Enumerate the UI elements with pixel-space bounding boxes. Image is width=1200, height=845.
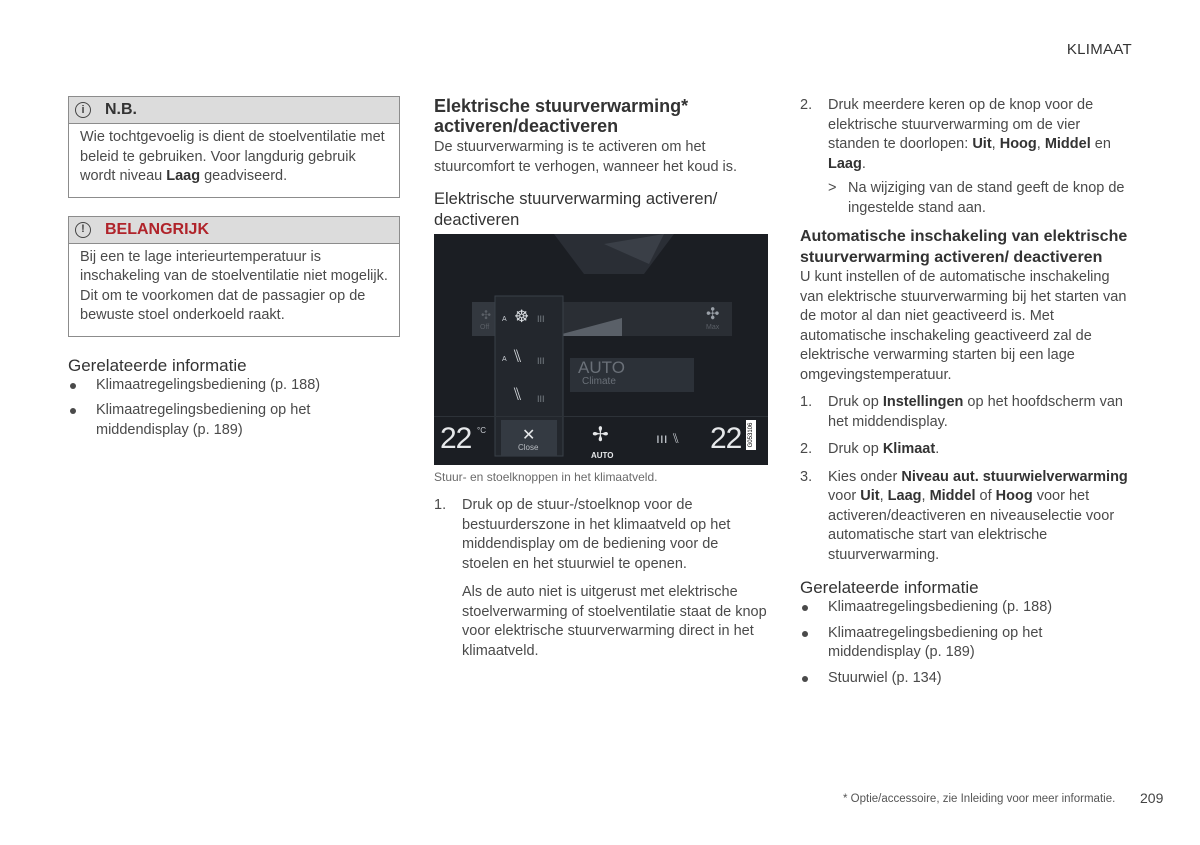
important-text: Bij een te lage interieurtemperatuur is inschakeling van de stoelventilatie niet mogelijk. Dit om te voorkomen dat de passagier op de bewuste stoel onderkoeld raakt. — [80, 248, 388, 323]
fan-min-icon: ✣ — [481, 308, 492, 322]
temp-right[interactable]: 22 — [710, 422, 742, 455]
important-box-header — [69, 217, 399, 244]
auto-step-2: 2. Druk op Klimaat. — [800, 441, 940, 457]
info-icon: i — [75, 102, 91, 118]
temp-unit: °C — [477, 426, 486, 435]
close-label[interactable]: Close — [518, 443, 539, 452]
level-bars: III — [537, 394, 545, 404]
steering-level-a: A — [502, 316, 507, 323]
step-2: 2. Druk meerdere keren op de knop voor de elektrische stuurverwarming om de vier standen te doorlopen: Uit, Hoog, Middel en Laag. > Na wijziging van de stand geeft de knop de ingestelde stand aan. — [800, 96, 1132, 218]
auto-steps-list — [800, 393, 1132, 565]
note-box-header — [69, 97, 399, 124]
level-bars: III — [537, 356, 545, 366]
related-info-heading: Gerelateerde informatie — [800, 578, 979, 597]
related-info-heading: Gerelateerde informatie — [68, 355, 247, 375]
auto-section-text: U kunt instellen of de automatische inschakeling van elektrische stuurverwarming bij het starten van de motor al dan niet geactiveerd is. Met automatische inschakeling geactiveerd zal de elektrische verwarming starten bij een lage omgevingstemperatuur. — [800, 269, 1127, 383]
auto-button-label[interactable]: AUTO — [591, 451, 614, 460]
auto-section-title: Automatische inschakeling van elektrische stuurverwarming activeren/ deactiveren — [800, 228, 1128, 266]
seat-heat-level-a: A — [502, 356, 507, 363]
note-text: Wie tochtgevoelig is dient de stoelventilatie met beleid te gebruiken. Voor langdurig gebruik wordt niveau Laag geadviseerd. — [80, 129, 385, 184]
image-caption: Stuur- en stoelknoppen in het klimaatveld. — [434, 470, 658, 484]
related-link[interactable]: Klimaatregelingsbediening op het middendisplay (p. 189) — [68, 401, 400, 440]
temp-left[interactable]: 22 — [440, 422, 472, 455]
column-left — [68, 96, 400, 446]
intro-text: De stuurverwarming is te activeren om het stuurcomfort te verhogen, wanneer het koud is. — [434, 139, 738, 175]
important-box — [68, 216, 400, 337]
related-info-list — [68, 376, 400, 441]
auto-climate-title: AUTO — [578, 358, 625, 377]
close-icon[interactable]: ✕ — [522, 427, 536, 444]
note-box — [68, 96, 400, 198]
related-link[interactable]: Stuurwiel (p. 134) — [800, 669, 1132, 689]
section-title: Elektrische stuurverwarming* activeren/deactiveren — [434, 96, 689, 136]
seat-vent-icon[interactable]: ⑊ — [512, 384, 523, 404]
max-label: Max — [706, 324, 720, 331]
auto-step-1: 1. Druk op Instellingen op het hoofdscherm van het middendisplay. — [800, 394, 1123, 430]
step-1-note: Als de auto niet is uitgerust met elektrische stoelverwarming of stoelventilatie staat de knop voor elektrische stuurverwarming direct in het klimaatveld. — [462, 584, 767, 659]
subsection-title: Elektrische stuurverwarming activeren/ deactiveren — [434, 190, 718, 229]
climate-display-image — [434, 234, 768, 465]
fan-max-icon: ✣ — [706, 306, 720, 323]
auto-fan-icon[interactable]: ✢ — [592, 424, 609, 446]
related-link[interactable]: Klimaatregelingsbediening (p. 188) — [68, 376, 400, 396]
footer-note: * Optie/accessoire, zie Inleiding voor meer informatie. — [843, 793, 1116, 805]
image-code: G053106 — [746, 420, 756, 450]
important-title: BELANGRIJK — [105, 220, 210, 238]
warning-icon: ! — [75, 222, 91, 238]
steps-list — [434, 496, 768, 661]
auto-step-3: 3. Kies onder Niveau aut. stuurwielverwarming voor Uit, Laag, Middel of Hoog voor het activeren/deactiveren en niveauselectie voor automatische start van elektrische stuurverwarming. — [800, 468, 1128, 563]
steering-wheel-heat-icon[interactable]: ☸ — [514, 307, 530, 326]
page-number: 209 — [1140, 790, 1164, 806]
column-right — [800, 96, 1132, 694]
column-middle — [434, 96, 768, 669]
seat-heat-icon[interactable]: ⑊ — [512, 346, 523, 366]
related-info-list — [800, 598, 1132, 688]
step-2-result: > Na wijziging van de stand geeft de knop de ingestelde stand aan. — [828, 180, 1125, 216]
step-1: 1. Druk op de stuur-/stoelknop voor de bestuurderszone in het klimaatveld op het middendisplay om de bediening voor de stoelen en het stuurwiel te openen. Als de auto niet is uitgerust met elektrische stoelverwarming of stoelventilatie staat de knop voor elektrische stuurverwarming direct in het klimaatveld. — [434, 496, 768, 661]
related-link[interactable]: Klimaatregelingsbediening (p. 188) — [800, 598, 1132, 618]
steps-list-continued — [800, 96, 1132, 218]
off-label: Off — [480, 324, 490, 331]
note-title: N.B. — [105, 101, 137, 118]
passenger-seat-heat-icon[interactable]: ııı ⑊ — [656, 430, 680, 446]
running-header: KLIMAAT — [1066, 41, 1132, 58]
related-link[interactable]: Klimaatregelingsbediening op het middendisplay (p. 189) — [800, 624, 1132, 663]
auto-climate-subtitle: Climate — [582, 376, 616, 387]
level-bars: III — [537, 314, 545, 324]
